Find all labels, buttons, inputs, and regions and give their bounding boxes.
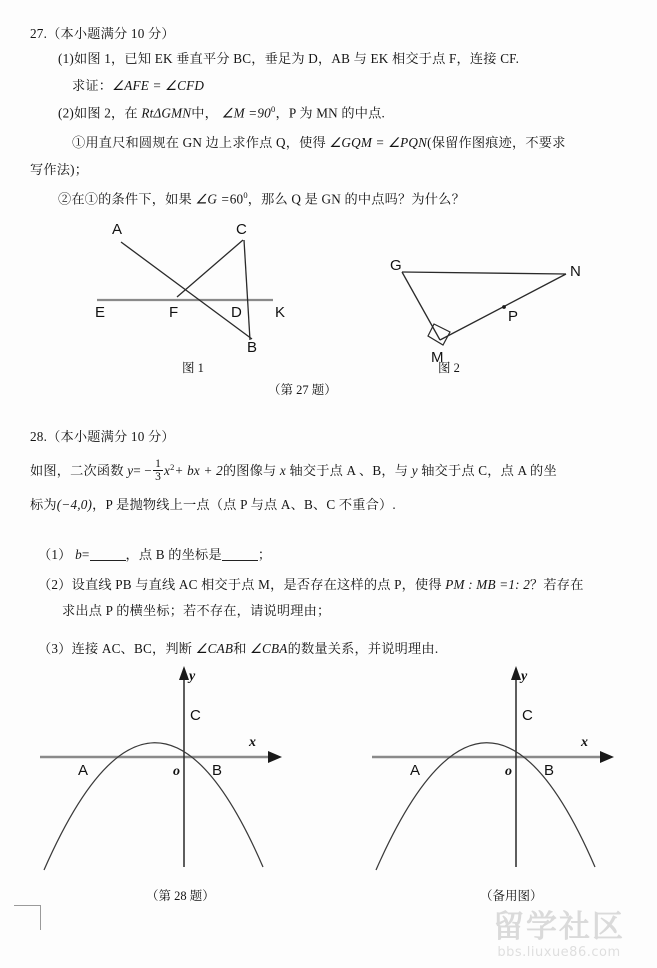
q27-proof-math: ∠AFE = ∠CFD: [112, 78, 205, 93]
label-point-B: B: [212, 762, 223, 779]
label-C: C: [236, 221, 247, 238]
q28-intro-line2: [30, 496, 396, 514]
q27-sub2-angle: ∠G =: [195, 191, 230, 207]
q28-sub3-text-b: 和: [233, 641, 251, 656]
q28-sub1-text-d: ，点 B 的坐标是: [125, 547, 222, 562]
q27-sub2-text-a: ②在①的条件下，如果: [58, 191, 196, 207]
q28-sub3-line: [38, 640, 438, 658]
label-y-axis: y: [189, 669, 196, 684]
q28-intro2-text-a: 标为: [30, 497, 57, 512]
segment-GM: [402, 272, 440, 340]
figure-1-caption: 图 1: [182, 361, 204, 375]
y-axis-arrow: [179, 666, 189, 680]
label-point-C: C: [190, 707, 201, 724]
q28-intro-eq: = −: [133, 463, 153, 479]
label-P: P: [508, 308, 519, 325]
y-axis-arrow: [511, 666, 521, 680]
q28-sub1-text-a: （1）: [38, 547, 76, 562]
q28-angle-CBA: ∠CBA: [250, 641, 288, 656]
figure-2-diagram: [390, 258, 590, 368]
label-G: G: [390, 257, 402, 274]
q28-angle-CAB: ∠CAB: [195, 641, 234, 656]
q27-sub2-text-b: ，那么 Q 是 GN 的中点吗？为什么？: [247, 191, 465, 207]
q28-intro-text-b: 的图像与: [222, 463, 280, 479]
q27-part2-angle: ∠M =: [221, 105, 258, 121]
fraction-numerator: 1: [155, 458, 162, 470]
label-E: E: [95, 304, 106, 321]
q27-proof-line: [72, 77, 204, 95]
label-B: B: [247, 339, 258, 356]
q27-heading: 27.（本小题满分 10 分）: [30, 26, 175, 41]
q27-part1-line: (1)如图 1，已知 EK 垂直平分 BC，垂足为 D，AB 与 EK 相交于点 F，连接 CF.: [58, 51, 520, 66]
q28-intro-text-a: 如图，二次函数: [30, 463, 128, 479]
label-point-C: C: [522, 707, 533, 724]
q27-sub1-text-a: ①用直尺和圆规在 GN 边上求作点 Q，使得: [72, 135, 330, 150]
q27-part2-text-c: ，P 为 MN 的中点.: [275, 105, 386, 121]
site-watermark: [469, 909, 649, 960]
fraction-denominator: 3: [155, 471, 162, 484]
segment-FC: [177, 240, 243, 297]
q28-sub2-text-a: （2）设直线 PB 与直线 AC 相交于点 M，是否存在这样的点 P，使得: [38, 577, 446, 592]
q27-part2-line: [58, 104, 385, 122]
q28-sub1-equals: =: [81, 547, 90, 562]
segment-CB: [244, 240, 250, 340]
label-origin: o: [173, 764, 180, 779]
q27-caption: （第 27 题）: [268, 383, 337, 397]
label-point-B: B: [544, 762, 555, 779]
label-point-A: A: [78, 762, 89, 779]
q27-sub1-text-b: (保留作图痕迹，不要求: [427, 135, 566, 150]
q28-sub2-text-b: ？若存在: [530, 577, 584, 592]
label-D: D: [231, 304, 242, 321]
q27-part2-triangle: RtΔGMN: [141, 105, 192, 121]
q27-part2-degree: 0: [270, 104, 276, 114]
label-K: K: [275, 304, 286, 321]
q28-intro-x-exponent: 2: [170, 461, 175, 472]
fraction-one-third: [153, 458, 163, 483]
q27-sub1-line2: 写作法)；: [30, 162, 89, 177]
right-angle-marker: [428, 324, 450, 345]
q28-sub1-b-symbol: b: [75, 547, 82, 562]
x-axis-arrow: [600, 751, 614, 763]
parabola-curve: [44, 743, 263, 870]
q27-sub2-angle-value: 60: [229, 191, 244, 207]
x-axis-arrow: [268, 751, 282, 763]
q28-sub2-ratio: PM : MB =1: 2: [445, 577, 531, 592]
label-x-axis: x: [249, 735, 256, 750]
q28-intro-y-axis: y: [411, 463, 418, 479]
q27-sub2-degree: 0: [243, 190, 248, 200]
label-N: N: [570, 263, 581, 280]
graph-2-caption: （备用图）: [480, 889, 543, 903]
label-F: F: [169, 304, 179, 321]
q27-sub1-line: [72, 134, 566, 152]
label-origin: o: [505, 764, 512, 779]
label-y-axis: y: [521, 669, 528, 684]
q28-sub2-line2: 求出点 P 的横坐标；若不存在，请说明理由；: [62, 603, 331, 618]
q27-part2-text-a: (2)如图 2，在: [58, 105, 142, 121]
label-x-axis: x: [581, 735, 588, 750]
q27-sub1-math: ∠GQM = ∠PQN: [329, 135, 428, 150]
parabola-graph-2: [372, 662, 622, 882]
q28-intro-x: x: [164, 463, 171, 479]
q27-part2-angle-value: 90: [257, 105, 271, 121]
watermark-title: 留学社区: [493, 909, 625, 945]
parabola-graph-1: [40, 662, 290, 882]
q28-intro-text-d: 轴交于点 C，点 A 的坐: [417, 463, 557, 479]
label-A: A: [112, 221, 123, 238]
segment-GN: [402, 272, 566, 274]
q28-intro-text-c: 轴交于点 A 、B，与: [285, 463, 412, 479]
q28-intro-bx-term: + bx + 2: [174, 463, 223, 479]
q28-heading: 28.（本小题满分 10 分）: [30, 429, 175, 444]
answer-blank-b[interactable]: [90, 547, 126, 561]
q28-sub3-text-c: 的数量关系，并说明理由.: [287, 641, 439, 656]
figure-2-caption: 图 2: [438, 361, 460, 375]
label-M: M: [431, 349, 444, 366]
q28-sub1-line: [38, 546, 271, 564]
graph-1-caption: （第 28 题）: [146, 889, 215, 903]
q27-part2-text-b: 中，: [191, 105, 222, 121]
q28-sub1-text-e: ；: [257, 547, 272, 562]
corner-registration-mark: [14, 905, 41, 930]
figure-1-diagram: [95, 221, 295, 356]
q28-point-a-coord: (−4,0): [56, 497, 93, 512]
watermark-url: bbs.liuxue86.com: [497, 945, 621, 960]
answer-blank-point-b[interactable]: [222, 547, 258, 561]
q27-proof-label: 求证：: [72, 78, 113, 93]
q28-intro-line1: [30, 458, 557, 483]
q28-intro-x-axis: x: [279, 463, 286, 479]
q28-intro-y: y: [127, 463, 134, 479]
label-point-A: A: [410, 762, 421, 779]
q28-sub3-text-a: （3）连接 AC、BC，判断: [38, 641, 196, 656]
q27-sub2-line: [58, 190, 465, 208]
point-P-dot: [502, 305, 506, 309]
q28-sub2-line1: [38, 576, 584, 594]
q28-intro2-text-b: ，P 是抛物线上一点（点 P 与点 A、B、C 不重合）.: [92, 497, 396, 512]
parabola-curve: [376, 743, 595, 870]
segment-AB: [121, 242, 252, 339]
